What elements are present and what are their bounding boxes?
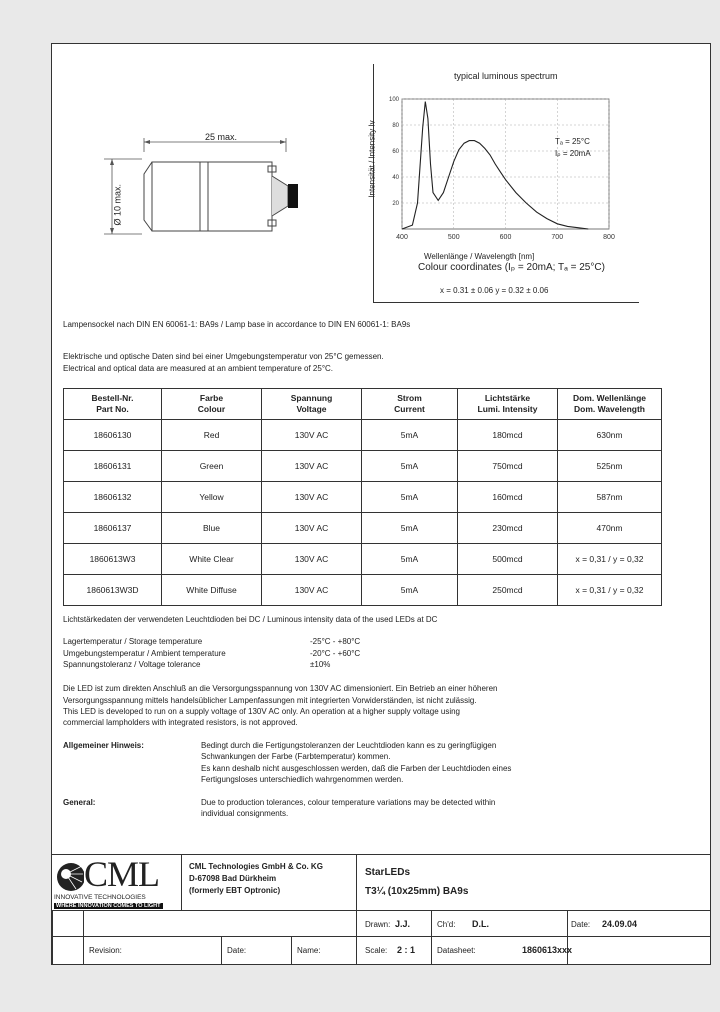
colour-coordinates-values: x = 0.31 ± 0.06 y = 0.32 ± 0.06	[440, 286, 549, 295]
cell-part-no: 18606137	[64, 513, 162, 544]
y-tick-label: 80	[392, 123, 399, 129]
spectrum-curve	[402, 102, 588, 229]
cml-logo-text: CML	[84, 854, 160, 894]
cell-intensity: 160mcd	[458, 482, 558, 513]
cell-wavelength: x = 0,31 / y = 0,32	[558, 544, 662, 575]
revision-name-label: Name:	[297, 946, 321, 955]
cell-voltage: 130V AC	[262, 575, 362, 606]
revision-label: Revision:	[89, 946, 122, 955]
legend-line-1: Tₐ = 25°C	[555, 137, 590, 146]
cell-intensity: 500mcd	[458, 544, 558, 575]
checked-label: Ch'd:	[437, 920, 456, 929]
general-de-line: Fertigungsloses unterschiedlich wahrgenommen werden.	[201, 775, 404, 784]
cell-current: 5mA	[362, 451, 458, 482]
cell-wavelength: 630nm	[558, 420, 662, 451]
y-axis-label: Intensität / Intensity Iv	[367, 120, 377, 198]
notice-line: commercial lampholders with integrated resistors, is not approved.	[63, 718, 298, 727]
cell-current: 5mA	[362, 544, 458, 575]
rating-label: Umgebungstemperatur / Ambient temperature	[63, 649, 226, 658]
table-row	[64, 513, 662, 544]
general-en-line: individual consignments.	[201, 809, 289, 818]
legend-line-2: Iₚ = 20mA	[555, 149, 591, 158]
cell-voltage: 130V AC	[262, 482, 362, 513]
scale-value: 2 : 1	[397, 945, 416, 955]
header-voltage: Spannung Voltage	[262, 389, 362, 420]
cell-part-no: 1860613W3D	[64, 575, 162, 606]
cell-part-no: 1860613W3	[64, 544, 162, 575]
header-wavelength: Dom. Wellenlänge Dom. Wavelength	[558, 389, 662, 420]
cell-current: 5mA	[362, 482, 458, 513]
cml-logo-sub1: INNOVATIVE TECHNOLOGIES	[54, 894, 146, 901]
company-name: CML Technologies GmbH & Co. KG	[189, 862, 323, 871]
table-row	[64, 482, 662, 513]
general-de-line: Es kann deshalb nicht ausgeschlossen werden, daß die Farben der Leuchtdioden eines	[201, 764, 512, 773]
rating-label: Lagertemperatur / Storage temperature	[63, 637, 203, 646]
x-tick-label: 800	[603, 234, 615, 241]
date-value: 24.09.04	[602, 919, 638, 929]
colour-coordinates-title: Colour coordinates (Iₚ = 20mA; Tₐ = 25°C)	[418, 262, 605, 273]
header-current: Strom Current	[362, 389, 458, 420]
notice-line: Versorgungsspannung mittels handelsüblicher Lampenfassungen mit integrierten Vorwiderständen, ist nicht zulässig.	[63, 696, 477, 705]
rating-value: -25°C - +80°C	[310, 637, 361, 646]
general-en-label: General:	[63, 798, 96, 807]
scale-label: Scale:	[365, 946, 388, 955]
table-row	[64, 544, 662, 575]
rating-value: ±10%	[310, 660, 331, 669]
table-row	[64, 451, 662, 482]
cell-colour: Red	[162, 420, 262, 451]
ambient-en: Electrical and optical data are measured at an ambient temperature of 25°C.	[63, 364, 334, 373]
table-row	[64, 575, 662, 606]
product-name: StarLEDs	[365, 867, 411, 878]
header-part-no: Bestell-Nr. Part No.	[64, 389, 162, 420]
general-de-line: Bedingt durch die Fertigungstoleranzen der Leuchtdioden kann es zu geringfügigen	[201, 741, 497, 750]
cell-intensity: 750mcd	[458, 451, 558, 482]
cell-voltage: 130V AC	[262, 451, 362, 482]
rating-label: Spannungstoleranz / Voltage tolerance	[63, 660, 201, 669]
cell-wavelength: 587nm	[558, 482, 662, 513]
cell-colour: Yellow	[162, 482, 262, 513]
header-intensity: Lichtstärke Lumi. Intensity	[458, 389, 558, 420]
cml-sun-icon	[54, 860, 84, 894]
y-tick-label: 100	[388, 97, 399, 103]
notice-line: Die LED ist zum direkten Anschluß an die Versorgungsspannung von 130V AC dimensioniert. Ein Betrieb an einer höheren	[63, 684, 498, 693]
rating-value: -20°C - +60°C	[310, 649, 361, 658]
datasheet-label: Datasheet:	[437, 946, 476, 955]
datasheet-sheet	[51, 43, 711, 965]
cell-intensity: 230mcd	[458, 513, 558, 544]
cell-colour: Green	[162, 451, 262, 482]
y-tick-label: 40	[392, 175, 399, 181]
y-tick-label: 60	[392, 149, 399, 155]
cell-voltage: 130V AC	[262, 513, 362, 544]
drawn-label: Drawn:	[365, 920, 391, 929]
drawn-value: J.J.	[395, 919, 411, 929]
ambient-de: Elektrische und optische Daten sind bei einer Umgebungstemperatur von 25°C gemessen.	[63, 352, 384, 361]
spectrum-chart	[372, 89, 647, 264]
cell-colour: White Diffuse	[162, 575, 262, 606]
revision-date-label: Date:	[227, 946, 247, 955]
cell-part-no: 18606130	[64, 420, 162, 451]
cell-part-no: 18606131	[64, 451, 162, 482]
x-tick-label: 600	[499, 234, 512, 241]
cell-wavelength: x = 0,31 / y = 0,32	[558, 575, 662, 606]
cell-wavelength: 525nm	[558, 451, 662, 482]
product-sub: T3¼ (10x25mm) BA9s	[365, 886, 469, 897]
cell-voltage: 130V AC	[262, 420, 362, 451]
general-en-line: Due to production tolerances, colour temperature variations may be detected within	[201, 798, 496, 807]
x-axis-label: Wellenlänge / Wavelength [nm]	[424, 252, 535, 261]
cell-part-no: 18606132	[64, 482, 162, 513]
cell-wavelength: 470nm	[558, 513, 662, 544]
cell-colour: White Clear	[162, 544, 262, 575]
cell-current: 5mA	[362, 575, 458, 606]
spectrum-title: typical luminous spectrum	[454, 71, 558, 81]
cml-logo	[54, 854, 178, 909]
date-label: Date:	[571, 920, 591, 929]
company-address: D-67098 Bad Dürkheim	[189, 874, 277, 883]
x-tick-label: 700	[551, 234, 564, 241]
dim-diameter: Ø 10 max.	[112, 183, 123, 226]
header-colour: Farbe Colour	[162, 389, 262, 420]
general-de-line: Schwankungen der Farbe (Farbtemperatur) kommen.	[201, 752, 391, 761]
cell-voltage: 130V AC	[262, 544, 362, 575]
cell-current: 5mA	[362, 420, 458, 451]
datasheet-value: 1860613xxx	[522, 945, 573, 955]
cell-current: 5mA	[362, 513, 458, 544]
checked-value: D.L.	[472, 919, 489, 929]
dim-length: 25 max.	[205, 132, 238, 142]
x-tick-label: 400	[396, 234, 408, 241]
x-tick-label: 500	[447, 234, 460, 241]
lamp-drawing	[92, 124, 312, 244]
company-formerly: (formerly EBT Optronic)	[189, 886, 281, 895]
general-de-label: Allgemeiner Hinweis:	[63, 741, 144, 750]
table-row	[64, 420, 662, 451]
spec-table-header	[64, 389, 662, 420]
notice-line: This LED is developed to run on a supply voltage of 130V AC only. An operation at a higher supply voltage using	[63, 707, 460, 716]
lamp-base-text: Lampensockel nach DIN EN 60061-1: BA9s / Lamp base in accordance to DIN EN 60061-1: BA9s	[63, 320, 411, 329]
title-block	[52, 854, 710, 964]
cml-logo-sub2: WHERE INNOVATION COMES TO LIGHT	[56, 903, 161, 909]
spec-table	[63, 388, 662, 606]
y-tick-label: 20	[392, 201, 399, 207]
cell-intensity: 250mcd	[458, 575, 558, 606]
intensity-note: Lichtstärkedaten der verwendeten Leuchtdioden bei DC / Luminous intensity data of the used LEDs at DC	[63, 615, 438, 624]
cell-intensity: 180mcd	[458, 420, 558, 451]
cell-colour: Blue	[162, 513, 262, 544]
